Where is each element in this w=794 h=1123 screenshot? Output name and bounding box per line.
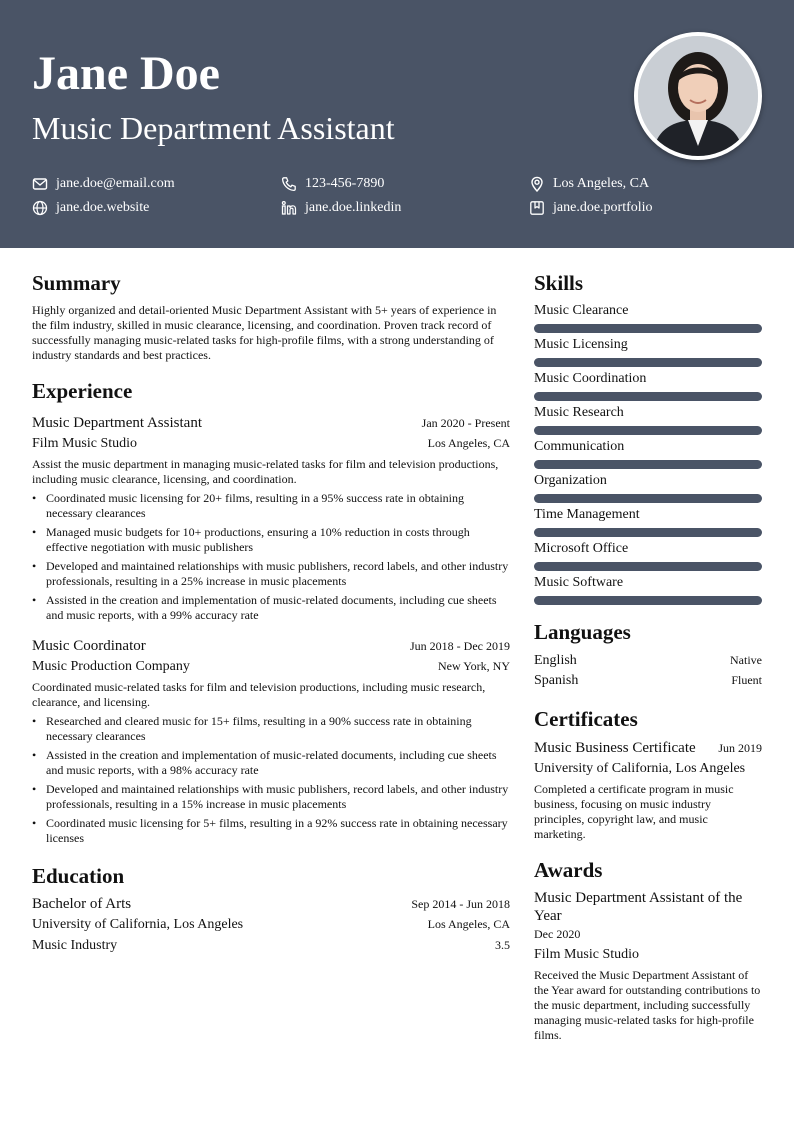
job-role: Music Coordinator <box>32 638 146 654</box>
job-bullets <box>32 714 510 846</box>
contact-linkedin-text: jane.doe.linkedin <box>305 200 402 215</box>
skill-item <box>534 574 762 605</box>
job-location: New York, NY <box>437 659 510 673</box>
phone-icon <box>281 176 297 192</box>
job-dates: Jan 2020 - Present <box>421 416 510 430</box>
skill-bar <box>534 358 762 367</box>
education-field: Music Industry <box>32 938 118 953</box>
location-icon <box>529 176 545 192</box>
skill-bar <box>534 596 762 605</box>
summary-text: Highly organized and detail-oriented Music Department Assistant with 5+ years of experience in the film industry, skilled in music clearance, licensing, and coordination. Proven track record of successfully managing music-related tasks for high-profile films, with a strong understanding of industry standards and best practices. <box>32 303 497 362</box>
skills-heading: Skills <box>534 271 584 295</box>
job-bullets <box>32 491 510 623</box>
job-location: Los Angeles, CA <box>427 436 510 450</box>
job-bullet: • Coordinated music licensing for 5+ films, resulting in a 92% success rate in obtaining necessary licenses <box>32 816 510 846</box>
candidate-title: Music Department Assistant <box>32 110 395 146</box>
contact-website-text: jane.doe.website <box>56 200 150 215</box>
skill-item <box>534 404 762 435</box>
contact-phone-text: 123-456-7890 <box>305 176 385 191</box>
skill-name: Organization <box>534 473 607 488</box>
contact-linkedin[interactable] <box>281 198 401 218</box>
job-company: Film Music Studio <box>32 436 138 451</box>
skill-bar <box>534 324 762 333</box>
award-description: Received the Music Department Assistant of the Year award for outstanding contributions to the music department, including successfully managing music-related tasks for high-profile films. <box>534 968 761 1042</box>
skill-name: Music Clearance <box>534 303 629 318</box>
job-bullet: • Developed and maintained relationships with music publishers, record labels, and other industry professionals, resulting in a 15% increase in music placements <box>32 782 510 812</box>
job-description: Coordinated music-related tasks for film and television productions, including music research, clearance, and licensing. <box>32 680 486 709</box>
candidate-name: Jane Doe <box>32 47 220 100</box>
skill-bar <box>534 494 762 503</box>
award-item <box>534 889 762 1043</box>
languages-list <box>534 651 762 691</box>
education-location: Los Angeles, CA <box>427 917 510 931</box>
education-heading: Education <box>32 864 125 888</box>
skill-item <box>534 302 762 333</box>
awards-heading: Awards <box>534 858 603 882</box>
contact-phone[interactable] <box>281 174 384 194</box>
job-bullet: • Researched and cleared music for 15+ films, resulting in a 90% success rate in obtaining necessary clearances <box>32 714 510 744</box>
skill-bar <box>534 528 762 537</box>
contact-website[interactable] <box>32 198 149 218</box>
job-bullet: • Developed and maintained relationships with music publishers, record labels, and other industry professionals, resulting in a 25% increase in music placements <box>32 559 510 589</box>
award-date: Dec 2020 <box>534 927 581 941</box>
skill-item <box>534 336 762 367</box>
language-level: Native <box>730 653 762 667</box>
job-bullet: • Assisted in the creation and implementation of music-related documents, including cue sheets and music reports, with a 99% accuracy rate <box>32 593 510 623</box>
award-organization: Film Music Studio <box>534 947 640 962</box>
certificate-date: Jun 2019 <box>718 741 762 755</box>
education-item <box>32 894 510 956</box>
education-gpa: 3.5 <box>495 938 510 952</box>
education-school: University of California, Los Angeles <box>32 917 244 932</box>
experience-heading: Experience <box>32 379 133 403</box>
language-name: English <box>534 653 577 668</box>
skill-name: Music Research <box>534 405 624 420</box>
skill-name: Time Management <box>534 507 640 522</box>
education-dates: Sep 2014 - Jun 2018 <box>411 897 510 911</box>
job-bullet: • Assisted in the creation and implementation of music-related documents, including cue sheets and music reports, with a 98% accuracy rate <box>32 748 510 778</box>
portfolio-icon <box>529 200 545 216</box>
job-role: Music Department Assistant <box>32 415 202 431</box>
job-bullet: • Coordinated music licensing for 20+ films, resulting in a 95% success rate in obtaining necessary clearances <box>32 491 510 521</box>
contact-portfolio-text: jane.doe.portfolio <box>553 200 653 215</box>
experience-item <box>32 636 510 846</box>
language-level: Fluent <box>731 673 762 687</box>
skill-item <box>534 472 762 503</box>
resume-header <box>0 0 794 248</box>
certificate-name: Music Business Certificate <box>534 740 696 756</box>
certificate-description: Completed a certificate program in music business, focusing on music industry principles, copyright law, and music marketing. <box>534 782 734 841</box>
profile-photo <box>634 32 762 160</box>
skill-item <box>534 370 762 401</box>
skill-item <box>534 506 762 537</box>
skill-name: Music Licensing <box>534 337 628 352</box>
contact-location-text: Los Angeles, CA <box>553 176 650 191</box>
language-item <box>534 671 762 691</box>
job-company: Music Production Company <box>32 659 190 674</box>
contact-location <box>529 174 649 194</box>
skill-name: Communication <box>534 439 625 454</box>
certificate-item <box>534 738 762 842</box>
mail-icon <box>32 176 48 192</box>
main-column <box>32 270 510 956</box>
contact-email-text: jane.doe@email.com <box>56 176 175 191</box>
job-bullet: • Managed music budgets for 10+ productions, ensuring a 10% reduction in costs through effective negotiation with music publishers <box>32 525 510 555</box>
job-dates: Jun 2018 - Dec 2019 <box>410 639 510 653</box>
linkedin-icon <box>281 200 297 216</box>
skill-name: Music Software <box>534 575 624 590</box>
skills-list <box>534 302 762 605</box>
job-description: Assist the music department in managing music-related tasks for film and television productions, including music clearance, licensing, and coordination. <box>32 457 499 486</box>
certificate-issuer: University of California, Los Angeles <box>534 761 746 776</box>
skill-item <box>534 540 762 571</box>
certificates-heading: Certificates <box>534 707 638 731</box>
award-name: Music Department Assistant of the Year <box>534 890 743 924</box>
contact-email[interactable] <box>32 174 175 194</box>
skill-name: Music Coordination <box>534 371 647 386</box>
summary-heading: Summary <box>32 271 121 295</box>
skill-bar <box>534 562 762 571</box>
side-column <box>534 270 762 1043</box>
language-name: Spanish <box>534 673 579 688</box>
skill-bar <box>534 392 762 401</box>
experience-item <box>32 413 510 623</box>
skill-bar <box>534 426 762 435</box>
globe-icon <box>32 200 48 216</box>
languages-heading: Languages <box>534 620 631 644</box>
education-degree: Bachelor of Arts <box>32 896 132 912</box>
contact-portfolio[interactable] <box>529 198 653 218</box>
language-item <box>534 651 762 671</box>
skill-bar <box>534 460 762 469</box>
skill-item <box>534 438 762 469</box>
skill-name: Microsoft Office <box>534 541 629 556</box>
